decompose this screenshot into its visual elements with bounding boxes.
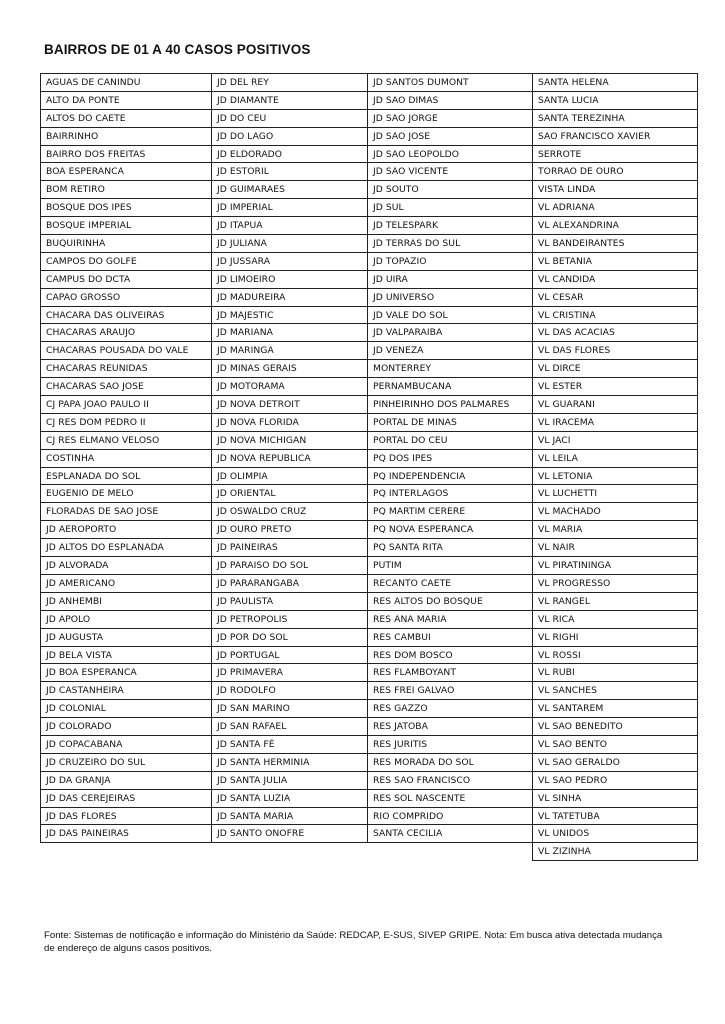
table-cell: RES ANA MARIA xyxy=(367,610,533,629)
table-cell: JD SAN RAFAEL xyxy=(211,717,368,736)
table-cell: JD DAS PAINEIRAS xyxy=(40,824,212,843)
table-cell: PUTIM xyxy=(367,556,533,575)
table-cell: JD ORIENTAL xyxy=(211,484,368,503)
table-cell: JD DO CEU xyxy=(211,109,368,128)
table-cell: ESPLANADA DO SOL xyxy=(40,467,212,486)
table-cell: PQ SANTA RITA xyxy=(367,538,533,557)
table-cell: VL LUCHETTI xyxy=(532,484,698,503)
table-cell: VL DIRCE xyxy=(532,359,698,378)
table-cell: CJ RES DOM PEDRO II xyxy=(40,413,212,432)
table-cell: JD TOPAZIO xyxy=(367,252,533,271)
table-cell: VL BETANIA xyxy=(532,252,698,271)
table-cell: JD PRIMAVERA xyxy=(211,663,368,682)
table-cell: BOSQUE DOS IPES xyxy=(40,198,212,217)
table-cell: PINHEIRINHO DOS PALMARES xyxy=(367,395,533,414)
table-cell: RES MORADA DO SOL xyxy=(367,753,533,772)
table-cell: VL CANDIDA xyxy=(532,270,698,289)
table-cell: VL RANGEL xyxy=(532,592,698,611)
table-cell: JD PARARANGABA xyxy=(211,574,368,593)
table-cell: JD SAO JORGE xyxy=(367,109,533,128)
table-cell: JD SANTA JULIA xyxy=(211,771,368,790)
table-cell: JD DA GRANJA xyxy=(40,771,212,790)
table-cell: JD IMPERIAL xyxy=(211,198,368,217)
table-cell: JD SAO LEOPOLDO xyxy=(367,145,533,164)
table-cell: JD VENEZA xyxy=(367,341,533,360)
table-cell: JD SANTOS DUMONT xyxy=(367,73,533,92)
table-cell: JD AEROPORTO xyxy=(40,520,212,539)
table-cell: JD POR DO SOL xyxy=(211,628,368,647)
table-cell: VL CRISTINA xyxy=(532,306,698,325)
table-cell: JD PAULISTA xyxy=(211,592,368,611)
table-cell: RES JURITIS xyxy=(367,735,533,754)
table-cell: JD NOVA DETROIT xyxy=(211,395,368,414)
table-cell: JD MINAS GERAIS xyxy=(211,359,368,378)
table-cell: VL LEILA xyxy=(532,449,698,468)
source-footnote: Fonte: Sistemas de notificação e informação do Ministério da Saúde: REDCAP, E-SUS, SIVEP GRIPE. Nota: Em busca ativa detectada mudança de endereço de alguns casos positivos. xyxy=(44,930,663,954)
table-cell: JD SANTA HERMINIA xyxy=(211,753,368,772)
table-cell: JD JUSSARA xyxy=(211,252,368,271)
table-cell: JD NOVA MICHIGAN xyxy=(211,431,368,450)
table-cell: BOM RETIRO xyxy=(40,180,212,199)
table-cell: JD DEL REY xyxy=(211,73,368,92)
table-cell: JD ELDORADO xyxy=(211,145,368,164)
table-cell: SAO FRANCISCO XAVIER xyxy=(532,127,698,146)
table-cell: VL LETONIA xyxy=(532,467,698,486)
table-cell: TORRAO DE OURO xyxy=(532,162,698,181)
table-cell: RES FLAMBOYANT xyxy=(367,663,533,682)
table-cell: CHACARAS ARAUJO xyxy=(40,323,212,342)
table-cell: VL ESTER xyxy=(532,377,698,396)
table-cell: AGUAS DE CANINDU xyxy=(40,73,212,92)
table-cell: CJ PAPA JOAO PAULO II xyxy=(40,395,212,414)
table-cell: JD DO LAGO xyxy=(211,127,368,146)
table-cell: JD SANTA FÉ xyxy=(211,735,368,754)
table-cell: VL JACI xyxy=(532,431,698,450)
table-cell: JD VALE DO SOL xyxy=(367,306,533,325)
table-cell: PQ INDEPENDENCIA xyxy=(367,467,533,486)
table-cell: JD ALTOS DO ESPLANADA xyxy=(40,538,212,557)
table-cell: VL UNIDOS xyxy=(532,824,698,843)
table-cell: JD SANTO ONOFRE xyxy=(211,824,368,843)
table-cell: RES FREI GALVAO xyxy=(367,681,533,700)
table-cell: JD SAN MARINO xyxy=(211,699,368,718)
table-cell: VL SAO BENTO xyxy=(532,735,698,754)
table-cell: RES GAZZO xyxy=(367,699,533,718)
table-cell: VL IRACEMA xyxy=(532,413,698,432)
table-cell: VL RUBI xyxy=(532,663,698,682)
table-cell: JD ESTORIL xyxy=(211,162,368,181)
table-cell: RES SAO FRANCISCO xyxy=(367,771,533,790)
table-cell: BOA ESPERANCA xyxy=(40,162,212,181)
table-cell: SANTA LUCIA xyxy=(532,91,698,110)
table-cell: JD MADUREIRA xyxy=(211,288,368,307)
page-title: BAIRROS DE 01 A 40 CASOS POSITIVOS xyxy=(44,42,311,57)
table-cell: VL SANTAREM xyxy=(532,699,698,718)
table-cell: JD SUL xyxy=(367,198,533,217)
table-cell: PORTAL DO CEU xyxy=(367,431,533,450)
table-cell: JD MARIANA xyxy=(211,323,368,342)
table-cell: VL CESAR xyxy=(532,288,698,307)
table-cell: CHACARAS SAO JOSE xyxy=(40,377,212,396)
table-cell: JD COLORADO xyxy=(40,717,212,736)
table-cell: FLORADAS DE SAO JOSE xyxy=(40,502,212,521)
table-cell: JD UIRA xyxy=(367,270,533,289)
table-cell: SERROTE xyxy=(532,145,698,164)
table-cell: JD COLONIAL xyxy=(40,699,212,718)
table-cell: VL GUARANI xyxy=(532,395,698,414)
table-cell: VL ROSSI xyxy=(532,646,698,665)
table-cell: JD OURO PRETO xyxy=(211,520,368,539)
table-cell: BOSQUE IMPERIAL xyxy=(40,216,212,235)
table-cell: PQ NOVA ESPERANCA xyxy=(367,520,533,539)
table-cell: RECANTO CAETE xyxy=(367,574,533,593)
table-cell: JD SOUTO xyxy=(367,180,533,199)
table-cell: RES CAMBUI xyxy=(367,628,533,647)
table-cell: JD AMERICANO xyxy=(40,574,212,593)
table-cell: JD OLIMPIA xyxy=(211,467,368,486)
table-cell: VL SAO BENEDITO xyxy=(532,717,698,736)
table-cell: JD SAO VICENTE xyxy=(367,162,533,181)
table-cell: CJ RES ELMANO VELOSO xyxy=(40,431,212,450)
table-cell: MONTERREY xyxy=(367,359,533,378)
table-cell: PQ DOS IPES xyxy=(367,449,533,468)
table-cell: JD DIAMANTE xyxy=(211,91,368,110)
table-cell: JD DAS FLORES xyxy=(40,807,212,826)
table-cell: VL ZIZINHA xyxy=(532,842,698,861)
table-cell: JD PAINEIRAS xyxy=(211,538,368,557)
table-cell: JD CASTANHEIRA xyxy=(40,681,212,700)
table-cell: JD OSWALDO CRUZ xyxy=(211,502,368,521)
table-cell: BUQUIRINHA xyxy=(40,234,212,253)
table-cell: JD NOVA REPUBLICA xyxy=(211,449,368,468)
table-cell: PERNAMBUCANA xyxy=(367,377,533,396)
table-column-3 xyxy=(368,73,533,843)
table-cell: JD LIMOEIRO xyxy=(211,270,368,289)
table-cell: VL PROGRESSO xyxy=(532,574,698,593)
table-cell: VL RIGHI xyxy=(532,628,698,647)
table-column-2 xyxy=(212,73,368,843)
table-cell: JD GUIMARAES xyxy=(211,180,368,199)
table-cell: JD BELA VISTA xyxy=(40,646,212,665)
table-cell: PQ MARTIM CERERE xyxy=(367,502,533,521)
table-cell: VL MACHADO xyxy=(532,502,698,521)
table-cell: VL SAO PEDRO xyxy=(532,771,698,790)
table-cell: PQ INTERLAGOS xyxy=(367,484,533,503)
table-cell: JD NOVA FLORIDA xyxy=(211,413,368,432)
table-cell: JD ANHEMBI xyxy=(40,592,212,611)
table-cell: BAIRRINHO xyxy=(40,127,212,146)
table-cell: SANTA TEREZINHA xyxy=(532,109,698,128)
neighborhood-table xyxy=(41,73,699,903)
table-cell: VL ALEXANDRINA xyxy=(532,216,698,235)
table-cell: JD DAS CEREJEIRAS xyxy=(40,789,212,808)
table-cell: JD SAO DIMAS xyxy=(367,91,533,110)
table-cell: JD RODOLFO xyxy=(211,681,368,700)
table-cell: JD JULIANA xyxy=(211,234,368,253)
table-cell: VL SANCHES xyxy=(532,681,698,700)
table-cell: VL ADRIANA xyxy=(532,198,698,217)
table-cell: VISTA LINDA xyxy=(532,180,698,199)
table-cell: JD TELESPARK xyxy=(367,216,533,235)
table-cell: JD VALPARAIBA xyxy=(367,323,533,342)
table-cell: ALTO DA PONTE xyxy=(40,91,212,110)
table-column-1 xyxy=(41,73,212,843)
table-cell: JD MARINGA xyxy=(211,341,368,360)
table-column-4 xyxy=(533,73,698,861)
table-cell: JD SANTA MARIA xyxy=(211,807,368,826)
table-cell: VL TATETUBA xyxy=(532,807,698,826)
table-cell: SANTA HELENA xyxy=(532,73,698,92)
table-cell: JD TERRAS DO SUL xyxy=(367,234,533,253)
table-cell: VL SAO GERALDO xyxy=(532,753,698,772)
table-cell: VL DAS FLORES xyxy=(532,341,698,360)
table-cell: CHACARA DAS OLIVEIRAS xyxy=(40,306,212,325)
table-cell: JD SANTA LUZIA xyxy=(211,789,368,808)
table-cell: VL BANDEIRANTES xyxy=(532,234,698,253)
table-cell: COSTINHA xyxy=(40,449,212,468)
table-cell: JD PARAISO DO SOL xyxy=(211,556,368,575)
table-cell: RIO COMPRIDO xyxy=(367,807,533,826)
table-cell: JD MAJESTIC xyxy=(211,306,368,325)
table-cell: VL PIRATININGA xyxy=(532,556,698,575)
table-cell: VL NAIR xyxy=(532,538,698,557)
table-cell: JD PORTUGAL xyxy=(211,646,368,665)
table-cell: CAMPOS DO GOLFE xyxy=(40,252,212,271)
table-cell: JD COPACABANA xyxy=(40,735,212,754)
table-cell: CHACARAS POUSADA DO VALE xyxy=(40,341,212,360)
table-cell: SANTA CECILIA xyxy=(367,824,533,843)
table-cell: RES SOL NASCENTE xyxy=(367,789,533,808)
table-cell: RES JATOBA xyxy=(367,717,533,736)
table-cell: JD PETROPOLIS xyxy=(211,610,368,629)
table-cell: RES DOM BOSCO xyxy=(367,646,533,665)
table-cell: JD APOLO xyxy=(40,610,212,629)
table-cell: VL RICA xyxy=(532,610,698,629)
table-cell: VL MARIA xyxy=(532,520,698,539)
table-cell: JD ITAPUA xyxy=(211,216,368,235)
table-cell: JD UNIVERSO xyxy=(367,288,533,307)
table-cell: JD SAO JOSE xyxy=(367,127,533,146)
table-cell: JD AUGUSTA xyxy=(40,628,212,647)
table-cell: JD BOA ESPERANCA xyxy=(40,663,212,682)
table-cell: RES ALTOS DO BOSQUE xyxy=(367,592,533,611)
table-cell: JD ALVORADA xyxy=(40,556,212,575)
table-cell: ALTOS DO CAETE xyxy=(40,109,212,128)
table-cell: PORTAL DE MINAS xyxy=(367,413,533,432)
table-cell: CAMPUS DO DCTA xyxy=(40,270,212,289)
table-cell: CHACARAS REUNIDAS xyxy=(40,359,212,378)
table-cell: VL DAS ACACIAS xyxy=(532,323,698,342)
table-cell: CAPAO GROSSO xyxy=(40,288,212,307)
table-cell: JD CRUZEIRO DO SUL xyxy=(40,753,212,772)
table-cell: JD MOTORAMA xyxy=(211,377,368,396)
table-cell: BAIRRO DOS FREITAS xyxy=(40,145,212,164)
table-cell: VL SINHA xyxy=(532,789,698,808)
table-cell: EUGENIO DE MELO xyxy=(40,484,212,503)
